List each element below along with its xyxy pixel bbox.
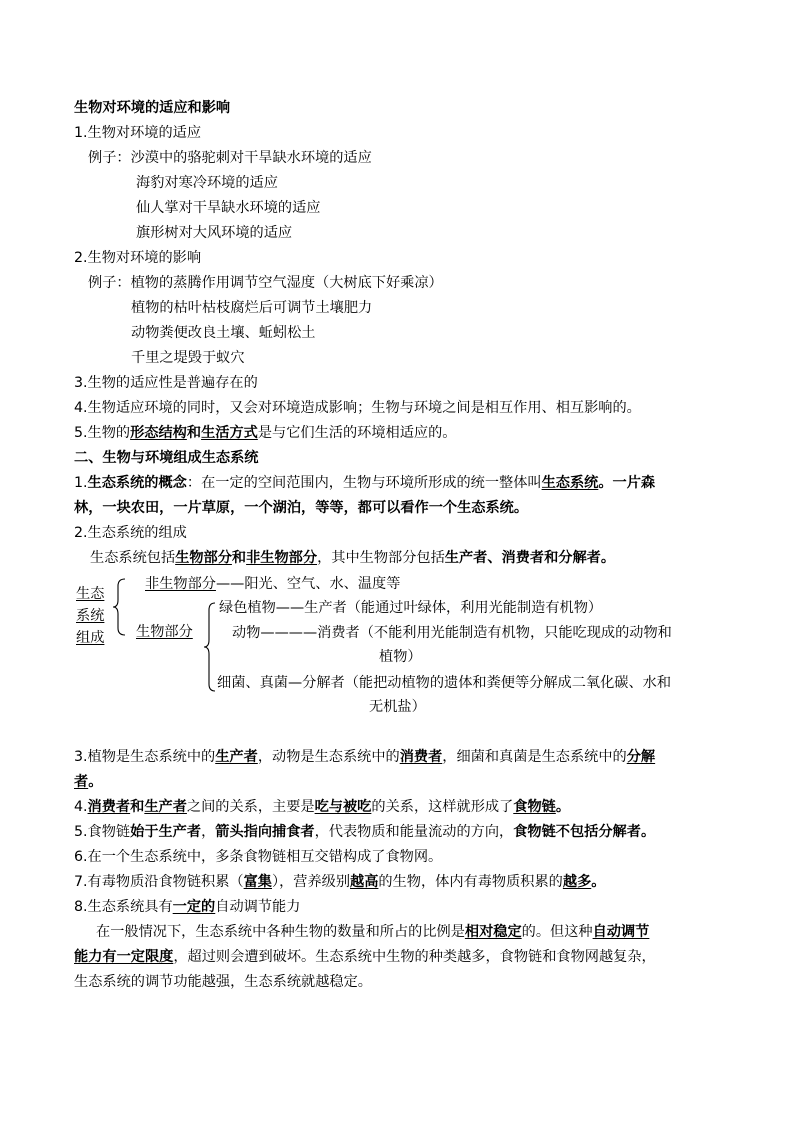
tree-producer: 绿色植物——生产者（能通过叶绿体，利用光能制造有机物） bbox=[219, 600, 603, 616]
section-title: 生物对环境的适应和影响 bbox=[74, 100, 231, 116]
paragraph-2a: 生态系统包括生物部分和非生物部分，其中生物部分包括生产者、消费者和分解者。 bbox=[90, 550, 616, 566]
example-line: 动物粪便改良土壤、蚯蚓松土 bbox=[131, 325, 316, 341]
example-line: 例子：沙漠中的骆驼刺对干旱缺水环境的适应 bbox=[88, 150, 372, 166]
paragraph-5: 5.食物链始于生产者，箭头指向捕食者，代表物质和能量流动的方向，食物链不包括分解者。 bbox=[74, 824, 656, 840]
example-line: 仙人掌对干旱缺水环境的适应 bbox=[136, 200, 321, 216]
paragraph-8a: 在一般情况下，生态系统中各种生物的数量和所占的比例是相对稳定的。但这种自动调节 bbox=[96, 924, 650, 940]
example-line: 千里之堤毁于蚁穴 bbox=[131, 350, 245, 366]
item-2: 2.生物对环境的影响 bbox=[74, 250, 202, 266]
tree-decomposer-cont: 无机盐） bbox=[369, 699, 426, 715]
paragraph-8a-cont: 生态系统的调节功能越强，生态系统就越稳定。 bbox=[74, 974, 372, 990]
example-line: 植物的枯叶枯枝腐烂后可调节土壤肥力 bbox=[131, 300, 373, 316]
tree-decomposer: 细菌、真菌—分解者（能把动植物的遗体和粪便等分解成二氧化碳、水和 bbox=[217, 675, 672, 691]
tree-bio-label: 生物部分 bbox=[136, 624, 193, 640]
paragraph-1-cont: 林，一块农田，一片草原，一个湖泊，等等，都可以看作一个生态系统。 bbox=[74, 500, 529, 516]
item-4: 4.生物适应环境的同时，又会对环境造成影响；生物与环境之间是相互作用、相互影响的。 bbox=[74, 400, 641, 416]
paragraph-8a-cont: 能力有一定限度，超过则会遭到破坏。生态系统中生物的种类越多，食物链和食物网越复杂， bbox=[74, 949, 656, 965]
item-3: 3.生物的适应性是普遍存在的 bbox=[74, 375, 258, 391]
section-title: 二、生物与环境组成生态系统 bbox=[74, 450, 259, 466]
paragraph-2: 2.生态系统的组成 bbox=[74, 525, 187, 541]
item-5: 5.生物的形态结构和生活方式是与它们生活的环境相适应的。 bbox=[74, 425, 457, 441]
paragraph-3-cont: 者。 bbox=[74, 774, 103, 790]
paragraph-8: 8.生态系统具有一定的自动调节能力 bbox=[74, 899, 301, 915]
paragraph-6: 6.在一个生态系统中，多条食物链相互交错构成了食物网。 bbox=[74, 849, 443, 865]
example-line: 例子：植物的蒸腾作用调节空气湿度（大树底下好乘凉） bbox=[88, 275, 443, 291]
tree-root: 生态 bbox=[76, 586, 105, 602]
tree-consumer-cont: 植物） bbox=[379, 649, 422, 665]
paragraph-4: 4.消费者和生产者之间的关系，主要是吃与被吃的关系，这样就形成了食物链。 bbox=[74, 799, 571, 815]
example-line: 旗形树对大风环境的适应 bbox=[136, 225, 293, 241]
brace-icon bbox=[112, 578, 128, 636]
tree-nonbio: 非生物部分——阳光、空气、水、温度等 bbox=[145, 576, 401, 592]
example-line: 海豹对寒冷环境的适应 bbox=[136, 175, 278, 191]
brace-icon bbox=[203, 602, 217, 692]
tree-consumer: 动物————消费者（不能利用光能制造有机物，只能吃现成的动物和 bbox=[232, 625, 672, 641]
paragraph-3: 3.植物是生态系统中的生产者，动物是生态系统中的消费者，细菌和真菌是生态系统中的分解 bbox=[74, 749, 656, 765]
item-1: 1.生物对环境的适应 bbox=[74, 125, 202, 141]
paragraph-7: 7.有毒物质沿食物链积累（富集），营养级别越高的生物，体内有毒物质积累的越多。 bbox=[74, 874, 606, 890]
paragraph-1: 1.生态系统的概念：在一定的空间范围内，生物与环境所形成的统一整体叫生态系统。一片森 bbox=[74, 475, 656, 491]
tree-root: 系统 bbox=[76, 608, 105, 624]
tree-root: 组成 bbox=[76, 630, 105, 646]
